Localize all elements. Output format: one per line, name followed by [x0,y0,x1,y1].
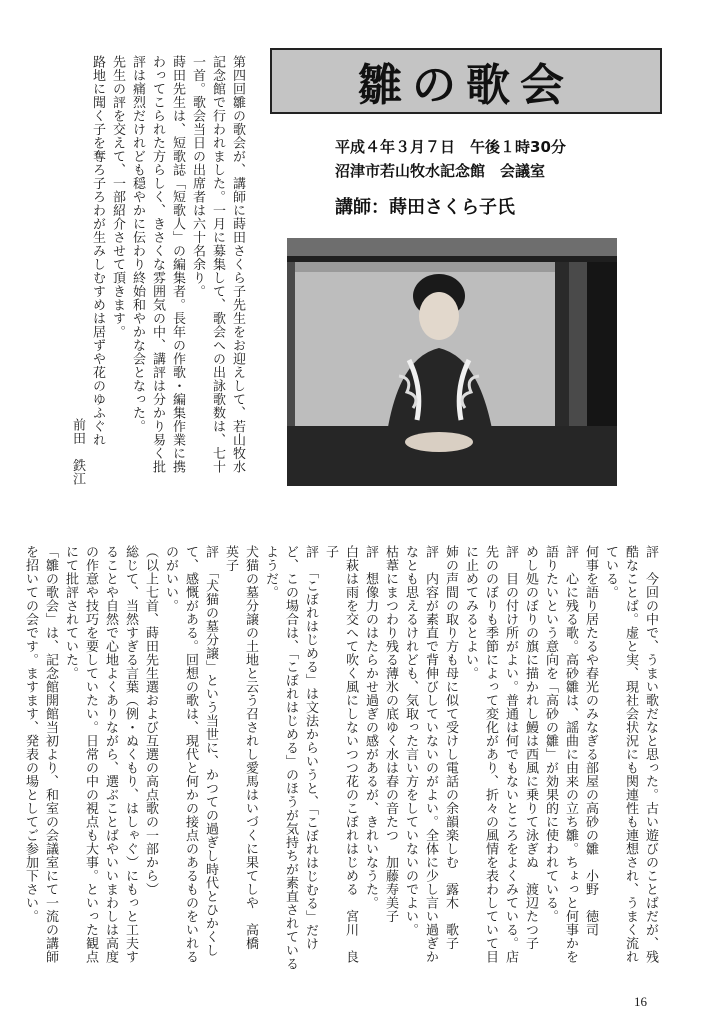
critique-line: 白萩は雨を交へて吹く風にしないつつ花のこぼれはじめる 宮川 良子 [323,545,358,964]
critique-line: 枯葦にまつわり残る薄氷の底ゆく水は春の音たつ 加藤寿美子 [383,545,398,923]
critique-line: 「雛の歌会」は、記念館開館当初より、和室の会議室にて一流の講師を招いての会です。ますます、発表の場としてご参加下さい。 [23,545,58,964]
page-number: 16 [634,994,647,1009]
featured-poem-author: 前田 鉄江 [70,417,85,485]
intro-article [55,55,247,485]
intro-paragraph: 先生の評を交えて、一部紹介させて頂きます。 [110,55,125,339]
lecturer-photo [287,238,617,486]
critique-line: 評 今回の中で、うまい歌だなと思った。古い遊びのことばだが、残酷なことば。虚と実、現社会状況にも関連性も連想され、うまく流れている。 [603,545,658,964]
critique-line: 評 想像力のはたらかせ過ぎの感があるが、きれいなうた。 [363,545,378,910]
event-venue: 沼津市若山牧水記念館 会議室 [335,162,546,180]
page-title: 雛の歌会 [358,60,574,111]
critique-line: 評 「犬猫の墓分譲」という当世に、かつての過ぎし時代とひかくして、感慨がある。回想の歌は、現代と何かの接点のあるものをいれるのがいい。 [163,545,218,964]
critique-line: めし処のぼりの旗に描かれし鰻は西風に乗りて泳ぎぬ 渡辺たつ子 [523,545,538,950]
critique-line: 総じて、当然すぎる言葉（例・ぬくもり、はしゃぐ）にもっと工夫することや自然で心地よくありながら、選ぶことばやいいまわしは高度の作意や技巧を要していたい。日常の中の視点も大事。といった観点にて批評されていた。 [63,545,138,964]
event-lecturer: 講師：蒔田さくら子氏 [335,197,515,218]
critique-section [23,545,660,973]
event-date: 平成４年３月７日 午後１時30分 [335,138,566,156]
critique-line: 評 目の付け所がよい。普通は何でもないところをよくみている。店先ののぼりも季節によって変化があり、折々の風情を表わしていて目に止めてみるとよい。 [463,545,518,964]
critique-line: 評 内容が素直で背伸びしていないのがよい。全体に少し言い過ぎかなとも思えるけれども、気取った言い方をしていないのでよい。 [403,545,438,964]
critique-line: （以上七首、蒔田先生選および互選の高点歌の一部から） [143,545,158,896]
event-info [335,135,665,219]
critique-line: 姉の声間の取り方も母に似て受けし電話の余韻楽しむ 露木 歌子 [443,545,458,950]
critique-line: 評 心に残る歌。高砂雛は、謡曲に由来の立ち雛。ちょっと何事かを語りたいという意向を「高砂の雛」が効果的に使われている。 [543,545,578,964]
title-banner [270,48,662,114]
intro-paragraph: 第四回雛の歌会が、講師に蒔田さくら子先生をお迎えして、若山牧水記念館で行われました。一月に募集して、歌会への出詠歌数は、七十一首。歌会当日の出席者は六十名余り。 [190,55,245,474]
critique-line: 何事を語り居たるや春光のみなぎる部屋の高砂の雛 小野 徳司 [583,545,598,937]
featured-poem: 路地に聞く子を奪ろ子ろわが生みしむすめは居ずや花のゆふぐれ [90,55,105,447]
intro-paragraph: 蒔田先生は、短歌誌「短歌人」の編集者。長年の作歌・編集作業に携わってこられた方らしく、きさくな雰囲気の中、講評は分かり易く批評は痛烈だけれども穏やかに伝わり終始和やかな会となった。 [130,55,185,474]
critique-line: 犬猫の墓分譲の土地と云う召されし愛馬はいづくに果てしや 高橋 英子 [223,545,258,964]
critique-line: 評 「こぼれはじめる」は文法からいうと、「こぼれはじむる」だけど、この場合は、「こぼれはじめる」のほうが気持ちが素直されているようだ。 [263,545,318,971]
